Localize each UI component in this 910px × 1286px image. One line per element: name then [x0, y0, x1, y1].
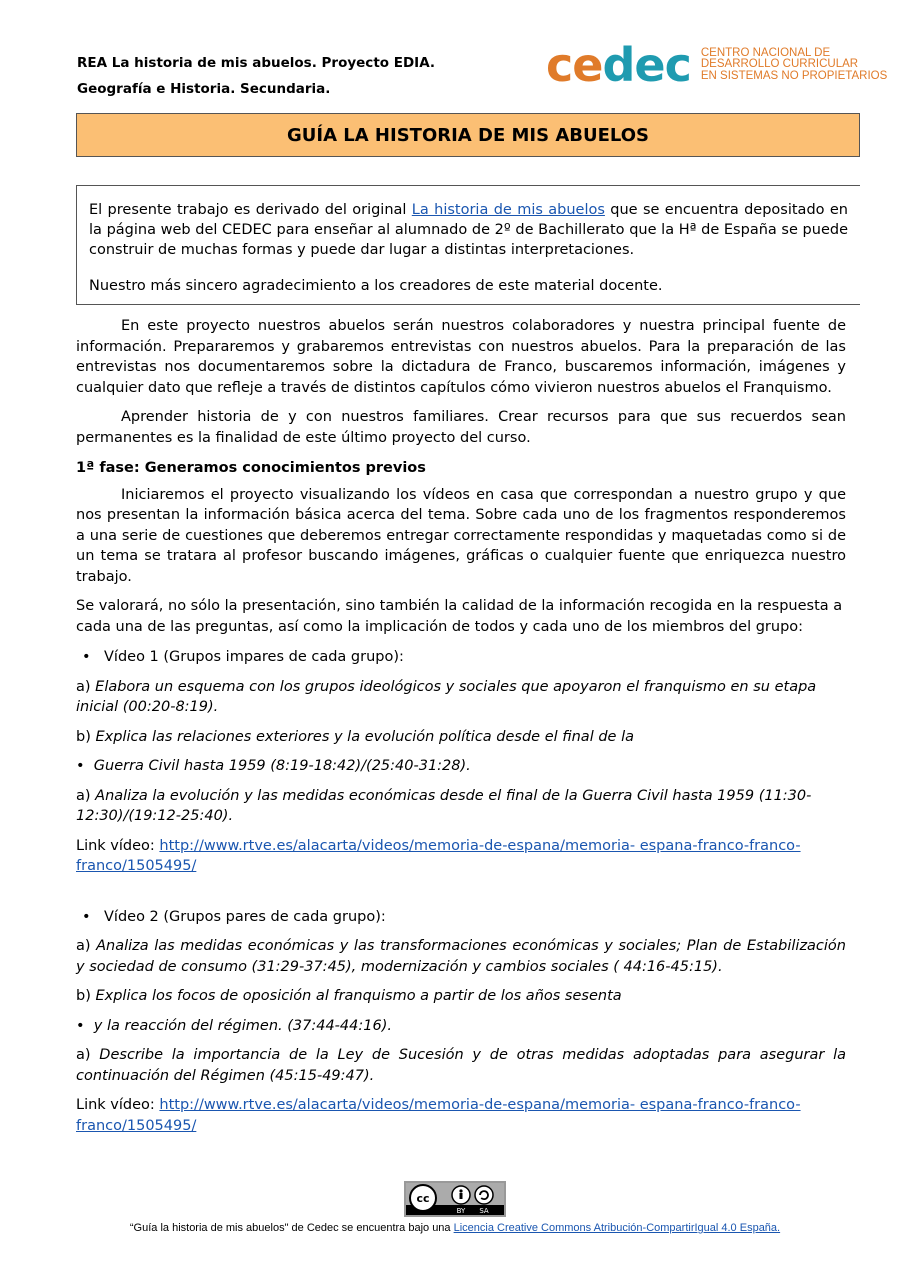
header-line-1: REA La historia de mis abuelos. Proyecto EDIA. [77, 55, 436, 71]
video-1-question-b-cont: • Guerra Civil hasta 1959 (8:19-18:42)/(25:40-31:28). [76, 758, 471, 774]
section-heading: 1ª fase: Generamos conocimientos previos [76, 460, 426, 476]
video-2-question-b-cont: • y la reacción del régimen. (37:44-44:16). [76, 1017, 392, 1034]
video-2-question-a2: a) Describe la importancia de la Ley de Sucesión y de otras medidas adoptadas para asegurar la continuación del Régimen (45:15-49:47). [76, 1047, 847, 1084]
main-content [76, 316, 846, 1136]
original-work-link[interactable]: La historia de mis abuelos [411, 202, 605, 218]
header-info [77, 50, 435, 102]
video-1-item [76, 647, 846, 668]
video-1-question-b: b) Explica las relaciones exteriores y la evolución política desde el final de la [76, 728, 634, 745]
video-2-item [76, 907, 846, 928]
license-text: “Guía la historia de mis abuelos" de Cedec se encuentra bajo una Licencia Creative Commons Atribución-CompartirIgual 4.0 España. [129, 1222, 781, 1234]
cedec-logo [546, 38, 888, 92]
license-link[interactable]: Licencia Creative Commons Atribución-CompartirIgual 4.0 España. [453, 1222, 781, 1234]
video-1-link-line: Link vídeo: http://www.rtve.es/alacarta/videos/memoria-de-espana/memoria- espana-franco-franco-franco/1505495/ [76, 837, 801, 874]
cedec-logo-word: cedec [546, 38, 691, 92]
cc-license-badge[interactable] [404, 1181, 506, 1217]
evaluation-paragraph: Se valorará, no sólo la presentación, sino también la calidad de la información recogida en la respuesta a cada una de las preguntas, así como la implicación de todos y cada uno de los miembros del grupo: [76, 598, 843, 635]
note-paragraph-2: Nuestro más sincero agradecimiento a los creadores de este material docente. [89, 278, 663, 294]
video-2-link[interactable]: http://www.rtve.es/alacarta/videos/memoria-de-espana/memoria- espana-franco-franco-franco/1505495/ [76, 1097, 801, 1134]
note-paragraph-1: El presente trabajo es derivado del original La historia de mis abuelos que se encuentra depositado en la página web del CEDEC para enseñar al alumnado de 2º de Bachillerato que la Hª de España se puede construir de muchas formas y puede dar lugar a distintas interpretaciones. [89, 202, 848, 258]
svg-text:cc: cc [416, 1192, 430, 1205]
cc-by-sa-icon [406, 1183, 504, 1215]
video-1-question-a: a) Elabora un esquema con los grupos ideológicos y sociales que apoyaron el franquismo en su etapa inicial (00:20-8:19). [76, 678, 817, 715]
cedec-logo-subtitle: CENTRO NACIONAL DE DESARROLLO CURRICULAR EN SISTEMAS NO PROPIETARIOS [700, 46, 888, 82]
video-1-link[interactable]: http://www.rtve.es/alacarta/videos/memoria-de-espana/memoria- espana-franco-franco-franco/1505495/ [76, 837, 801, 874]
page-title: GUÍA LA HISTORIA DE MIS ABUELOS [76, 113, 860, 157]
video-2-question-a: a) Analiza las medidas económicas y las transformaciones económicas y sociales; Plan de Estabilización y sociedad de consumo (31:29-37:45), modernización y cambios sociales ( 44:16-45:15). [76, 938, 846, 975]
bullet: • [82, 908, 91, 925]
video-1-question-a2: a) Analiza la evolución y las medidas económicas desde el final de la Guerra Civil hasta 1959 (11:30-12:30)/(19:12-25:40). [76, 787, 812, 824]
svg-text:BY: BY [456, 1207, 466, 1215]
intro-paragraph-2: Aprender historia de y con nuestros familiares. Crear recursos para que sus recuerdos sean permanentes es la finalidad de este último proyecto del curso. [76, 409, 846, 446]
video-2-link-line: Link vídeo: http://www.rtve.es/alacarta/videos/memoria-de-espana/memoria- espana-franco-franco-franco/1505495/ [76, 1097, 801, 1134]
footer [0, 1181, 910, 1219]
video-2-label: Vídeo 2 (Grupos pares de cada grupo): [104, 908, 386, 925]
bullet: • [82, 649, 91, 665]
video-2-question-b: b) Explica los focos de oposición al franquismo a partir de los años sesenta [76, 988, 622, 1004]
phase-paragraph: Iniciaremos el proyecto visualizando los vídeos en casa que correspondan a nuestro grupo y que nos presentan la información básica acerca del tema. Sobre cada uno de los fragmentos responderemos a una serie de cuestiones que deberemos entregar correctamente respondidas y maquetadas como si de un tema se tratara al profesor buscando imágenes, gráficas o cualquier fuente que enriquezca nuestro trabajo. [76, 486, 846, 585]
header-line-2: Geografía e Historia. Secundaria. [77, 81, 331, 97]
video-1-label: Vídeo 1 (Grupos impares de cada grupo): [104, 649, 404, 665]
intro-paragraph-1: En este proyecto nuestros abuelos serán nuestros colaboradores y nuestra principal fuente de información. Prepararemos y grabaremos entrevistas con nuestros abuelos. Para la preparación de las entrevistas nos documentaremos sobre la dictadura de Franco, buscaremos información, imágenes y cualquier dato que refleje a través de distintos capítulos cómo vivieron nuestros abuelos el Franquismo. [76, 318, 846, 396]
svg-text:SA: SA [479, 1207, 489, 1215]
attribution-note [76, 185, 860, 305]
